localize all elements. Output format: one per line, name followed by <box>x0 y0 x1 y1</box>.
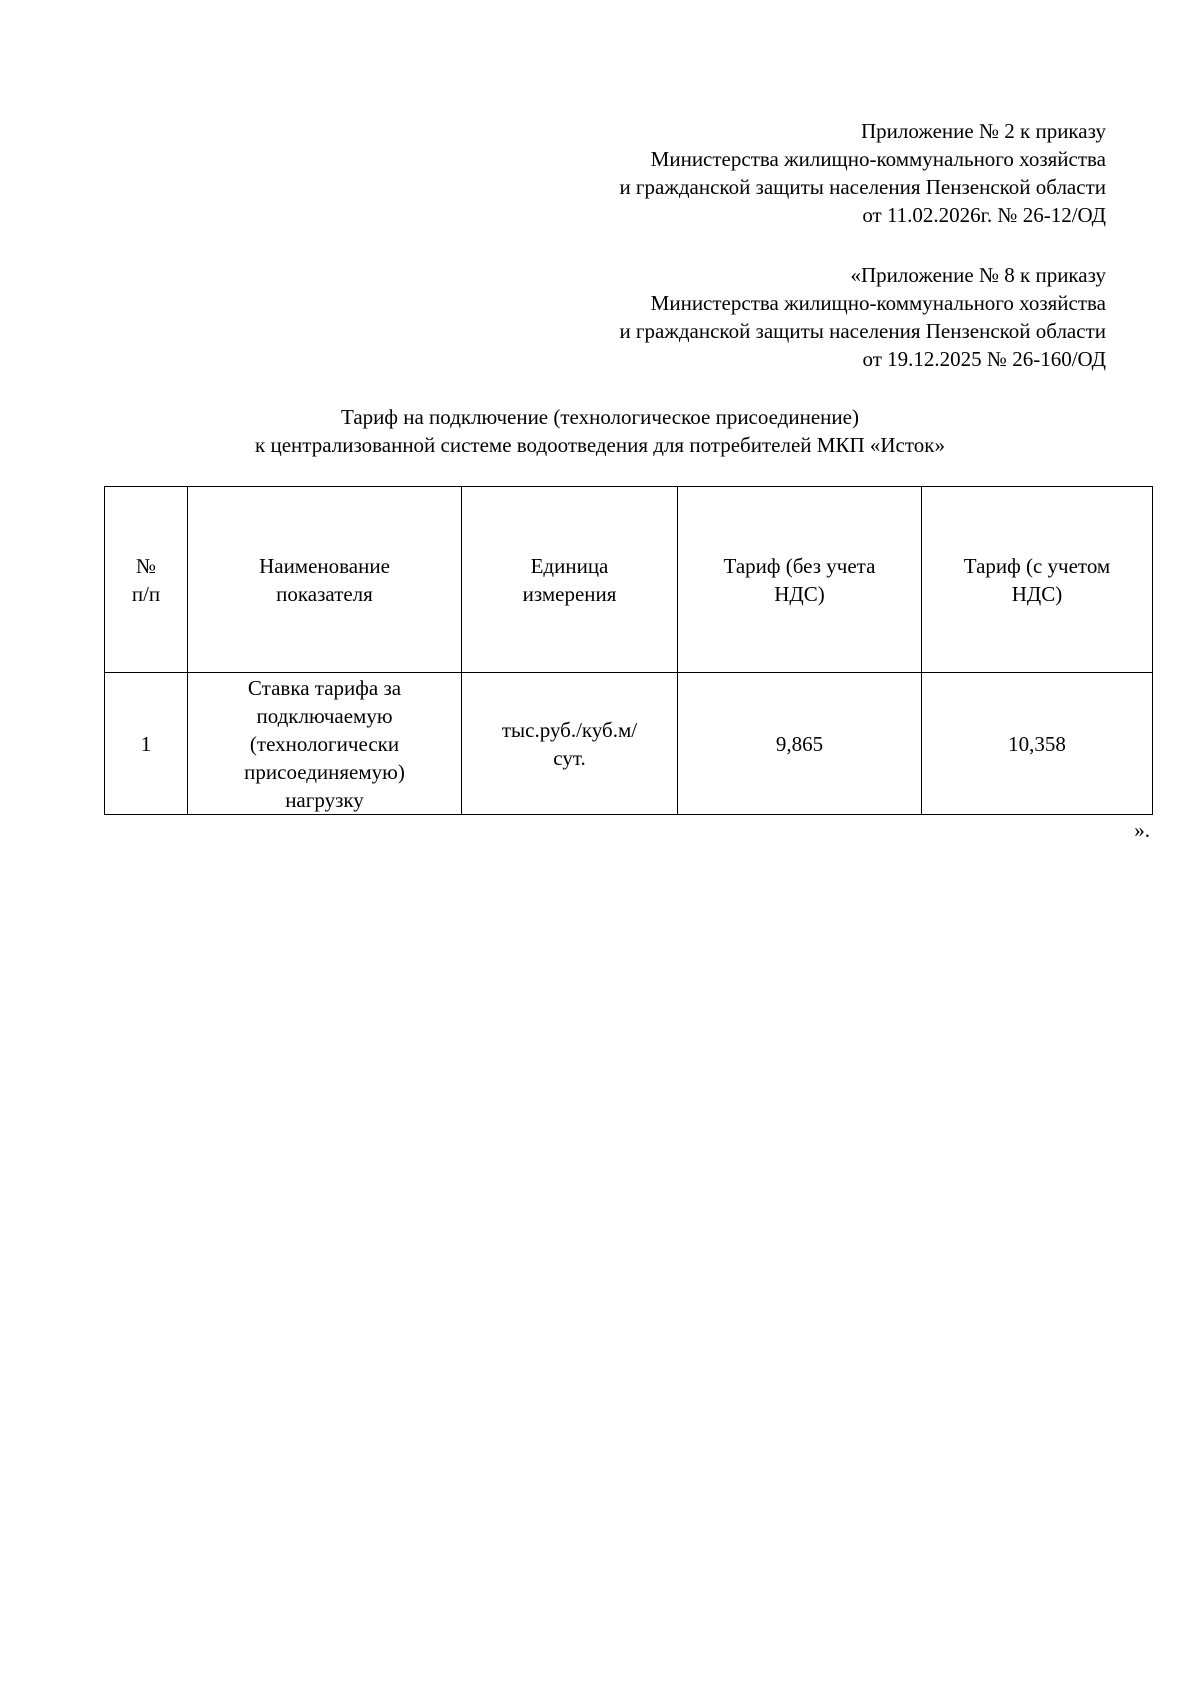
table-header-row <box>105 487 1153 673</box>
header-tariff-vat-line2: НДС) <box>1011 581 1063 606</box>
appendix-2-line1: Приложение № 2 к приказу <box>861 119 1106 143</box>
header-num-line1: № <box>135 553 157 578</box>
cell-tariff-no-vat: 9,865 <box>678 673 922 815</box>
table-row <box>105 673 1153 815</box>
appendix-8-line3: и гражданской защиты населения Пензенской области <box>619 319 1106 343</box>
header-tariff-no-vat-line2: НДС) <box>774 581 825 606</box>
document-title <box>120 403 1080 459</box>
appendix-8-line1: «Приложение № 8 к приказу <box>850 263 1106 287</box>
appendix-2-line2: Министерства жилищно-коммунального хозяйства <box>650 147 1106 171</box>
title-line1: Тариф на подключение (технологическое присоединение) <box>341 405 859 429</box>
cell-unit-line: сут. <box>553 745 586 770</box>
header-name-line2: показателя <box>276 581 373 606</box>
header-name <box>188 487 462 673</box>
tariff-table <box>104 486 1153 815</box>
appendix-2-line3: и гражданской защиты населения Пензенской области <box>619 175 1106 199</box>
appendix-8-line4: от 19.12.2025 № 26-160/ОД <box>862 347 1106 371</box>
header-tariff-no-vat-line1: Тариф (без учета <box>723 553 876 578</box>
cell-unit-line: тыс.руб./куб.м/ <box>501 717 638 742</box>
header-tariff-no-vat <box>678 487 922 673</box>
closing-quote-mark: ». <box>1134 818 1150 842</box>
appendix-8-header <box>406 261 1106 373</box>
title-line2: к централизованной системе водоотведения для потребителей МКП «Исток» <box>255 433 945 457</box>
header-name-line1: Наименование <box>259 553 390 578</box>
header-tariff-vat-line1: Тариф (с учетом <box>963 553 1111 578</box>
cell-num: 1 <box>105 673 188 815</box>
cell-name-line: Ставка тарифа за <box>247 675 402 700</box>
header-unit <box>462 487 678 673</box>
appendix-2-header <box>406 117 1106 229</box>
cell-name-line: нагрузку <box>285 787 364 812</box>
cell-unit <box>462 673 678 815</box>
appendix-2-line4: от 11.02.2026г. № 26-12/ОД <box>862 203 1106 227</box>
header-num <box>105 487 188 673</box>
header-unit-line2: измерения <box>522 581 617 606</box>
header-tariff-vat <box>922 487 1153 673</box>
cell-name-line: подключаемую <box>256 703 393 728</box>
cell-name <box>188 673 462 815</box>
cell-name-line: присоединяемую) <box>244 759 405 784</box>
cell-name-line: (технологически <box>249 731 400 756</box>
appendix-8-line2: Министерства жилищно-коммунального хозяйства <box>650 291 1106 315</box>
header-num-line2: п/п <box>131 581 161 606</box>
cell-tariff-vat: 10,358 <box>922 673 1153 815</box>
header-unit-line1: Единица <box>530 553 609 578</box>
